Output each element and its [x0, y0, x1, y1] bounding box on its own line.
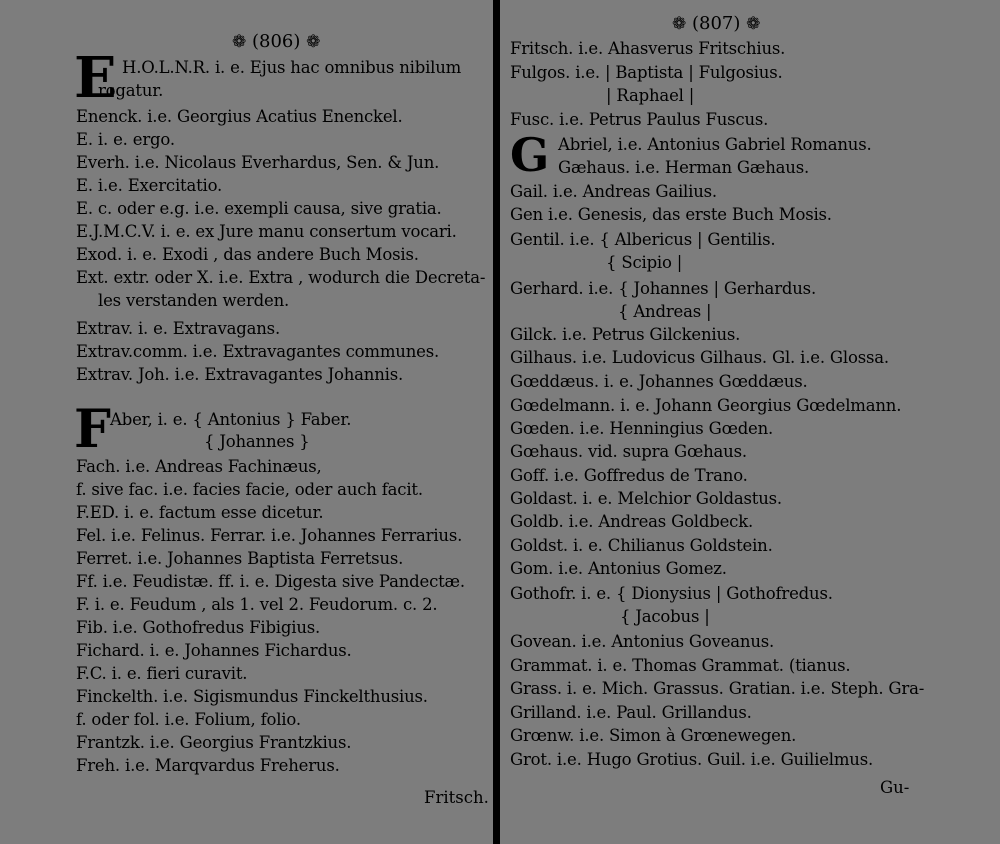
left-entry: Fach. i.e. Andreas Fachinæus,: [76, 457, 322, 476]
left-entry: les verstanden werden.: [98, 291, 290, 310]
right-entry: Grass. i. e. Mich. Grassus. Gratian. i.e. Steph. Gra-: [510, 679, 925, 698]
left-entry: Extrav.comm. i.e. Extravagantes communes.: [76, 342, 440, 361]
right-entry: Goff. i.e. Goffredus de Trano.: [510, 466, 748, 485]
right-entry: Grammat. i. e. Thomas Grammat. (tianus.: [510, 656, 851, 675]
left-entry: Extrav. Joh. i.e. Extravagantes Johannis.: [76, 365, 404, 384]
right-entry: { Scipio |: [606, 253, 683, 272]
ornament-icon: ❁: [306, 32, 321, 52]
right-entry: Gilck. i.e. Petrus Gilckenius.: [510, 325, 741, 344]
left-entry: E. c. oder e.g. i.e. exempli causa, sive gratia.: [76, 199, 442, 218]
right-entry: Fritsch. i.e. Ahasverus Fritschius.: [510, 39, 786, 58]
left-entry: Fib. i.e. Gothofredus Fibigius.: [76, 618, 321, 637]
left-entry: E. i.e. Exercitatio.: [76, 176, 223, 195]
right-entry: Abriel, i.e. Antonius Gabriel Romanus.: [558, 135, 872, 154]
right-entry: Gothofr. i. e. { Dionysius | Gothofredus.: [510, 584, 833, 603]
right-entry: Goldst. i. e. Chilianus Goldstein.: [510, 536, 773, 555]
catchword-left: Fritsch.: [424, 788, 489, 807]
left-entry: Freh. i.e. Marqvardus Freherus.: [76, 756, 340, 775]
right-entry: Govean. i.e. Antonius Goveanus.: [510, 632, 775, 651]
right-entry: Gilhaus. i.e. Ludovicus Gilhaus. Gl. i.e. Glossa.: [510, 348, 889, 367]
catchword-right: Gu-: [880, 778, 910, 797]
left-entry: E. i. e. ergo.: [76, 130, 175, 149]
right-entry: Gen i.e. Genesis, das erste Buch Mosis.: [510, 205, 832, 224]
right-entry: Grilland. i.e. Paul. Grillandus.: [510, 703, 752, 722]
right-entry: Gentil. i.e. { Albericus | Gentilis.: [510, 230, 776, 249]
left-entry: Ff. i.e. Feudistæ. ff. i. e. Digesta sive Pandectæ.: [76, 572, 465, 591]
left-entry: F.C. i. e. fieri curavit.: [76, 664, 248, 683]
right-entry: Gæhaus. i.e. Herman Gæhaus.: [558, 158, 810, 177]
left-entry: Fel. i.e. Felinus. Ferrar. i.e. Johannes Ferrarius.: [76, 526, 463, 545]
right-entry: Goldast. i. e. Melchior Goldastus.: [510, 489, 782, 508]
right-entry: | Raphael |: [606, 86, 695, 105]
left-entry: E.J.M.C.V. i. e. ex Jure manu consertum vocari.: [76, 222, 457, 241]
right-entry: Gœhaus. vid. supra Gœhaus.: [510, 442, 747, 461]
left-entry: Enenck. i.e. Georgius Acatius Enenckel.: [76, 107, 403, 126]
left-entry: Fichard. i. e. Johannes Fichardus.: [76, 641, 352, 660]
right-entry: Goldb. i.e. Andreas Goldbeck.: [510, 512, 754, 531]
drop-cap-f: F: [74, 399, 111, 460]
right-entry: Gœddæus. i. e. Johannes Gœddæus.: [510, 372, 808, 391]
left-entry: { Johannes }: [204, 432, 310, 451]
ornament-icon: ❁: [232, 32, 247, 52]
right-entry: Fulgos. i.e. | Baptista | Fulgosius.: [510, 63, 783, 82]
ornament-icon: ❁: [746, 14, 761, 34]
left-entry: F.ED. i. e. factum esse dicetur.: [76, 503, 324, 522]
left-page: [0, 0, 492, 844]
left-entry: Everh. i.e. Nicolaus Everhardus, Sen. & Jun.: [76, 153, 440, 172]
left-entry: f. oder fol. i.e. Folium, folio.: [76, 710, 301, 729]
left-entry: Frantzk. i.e. Georgius Frantzkius.: [76, 733, 352, 752]
ornament-icon: ❁: [672, 14, 687, 34]
right-page: [502, 0, 1000, 844]
page-number-left: ❁ (806) ❁: [232, 31, 321, 52]
page-number-right: ❁ (807) ❁: [672, 13, 761, 34]
right-entry: Grœnw. i.e. Simon à Grœnewegen.: [510, 726, 797, 745]
right-entry: Gom. i.e. Antonius Gomez.: [510, 559, 727, 578]
left-entry: rogatur.: [98, 81, 164, 100]
left-entry: Finckelth. i.e. Sigismundus Finckelthusius.: [76, 687, 428, 706]
right-entry: Gœdelmann. i. e. Johann Georgius Gœdelmann.: [510, 396, 902, 415]
left-entry: Ext. extr. oder X. i.e. Extra , wodurch die Decreta-: [76, 268, 486, 287]
left-entry: Ferret. i.e. Johannes Baptista Ferretsus.: [76, 549, 404, 568]
drop-cap-g: G: [510, 128, 550, 182]
right-entry: Gerhard. i.e. { Johannes | Gerhardus.: [510, 279, 816, 298]
right-entry: Gœden. i.e. Henningius Gœden.: [510, 419, 774, 438]
column-divider: [493, 0, 500, 844]
right-entry: { Jacobus |: [620, 607, 710, 626]
right-entry: { Andreas |: [618, 302, 712, 321]
left-entry: Extrav. i. e. Extravagans.: [76, 319, 280, 338]
left-entry: f. sive fac. i.e. facies facie, oder auch facit.: [76, 480, 423, 499]
drop-cap-e: E: [74, 45, 117, 111]
left-entry: H.O.L.N.R. i. e. Ejus hac omnibus nibilum: [122, 58, 462, 77]
right-entry: Gail. i.e. Andreas Gailius.: [510, 182, 717, 201]
left-entry: Exod. i. e. Exodi , das andere Buch Mosis.: [76, 245, 419, 264]
right-entry: Fusc. i.e. Petrus Paulus Fuscus.: [510, 110, 769, 129]
left-entry: Aber, i. e. { Antonius } Faber.: [110, 410, 352, 429]
left-entry: F. i. e. Feudum , als 1. vel 2. Feudorum. c. 2.: [76, 595, 438, 614]
right-entry: Grot. i.e. Hugo Grotius. Guil. i.e. Guilielmus.: [510, 750, 874, 769]
